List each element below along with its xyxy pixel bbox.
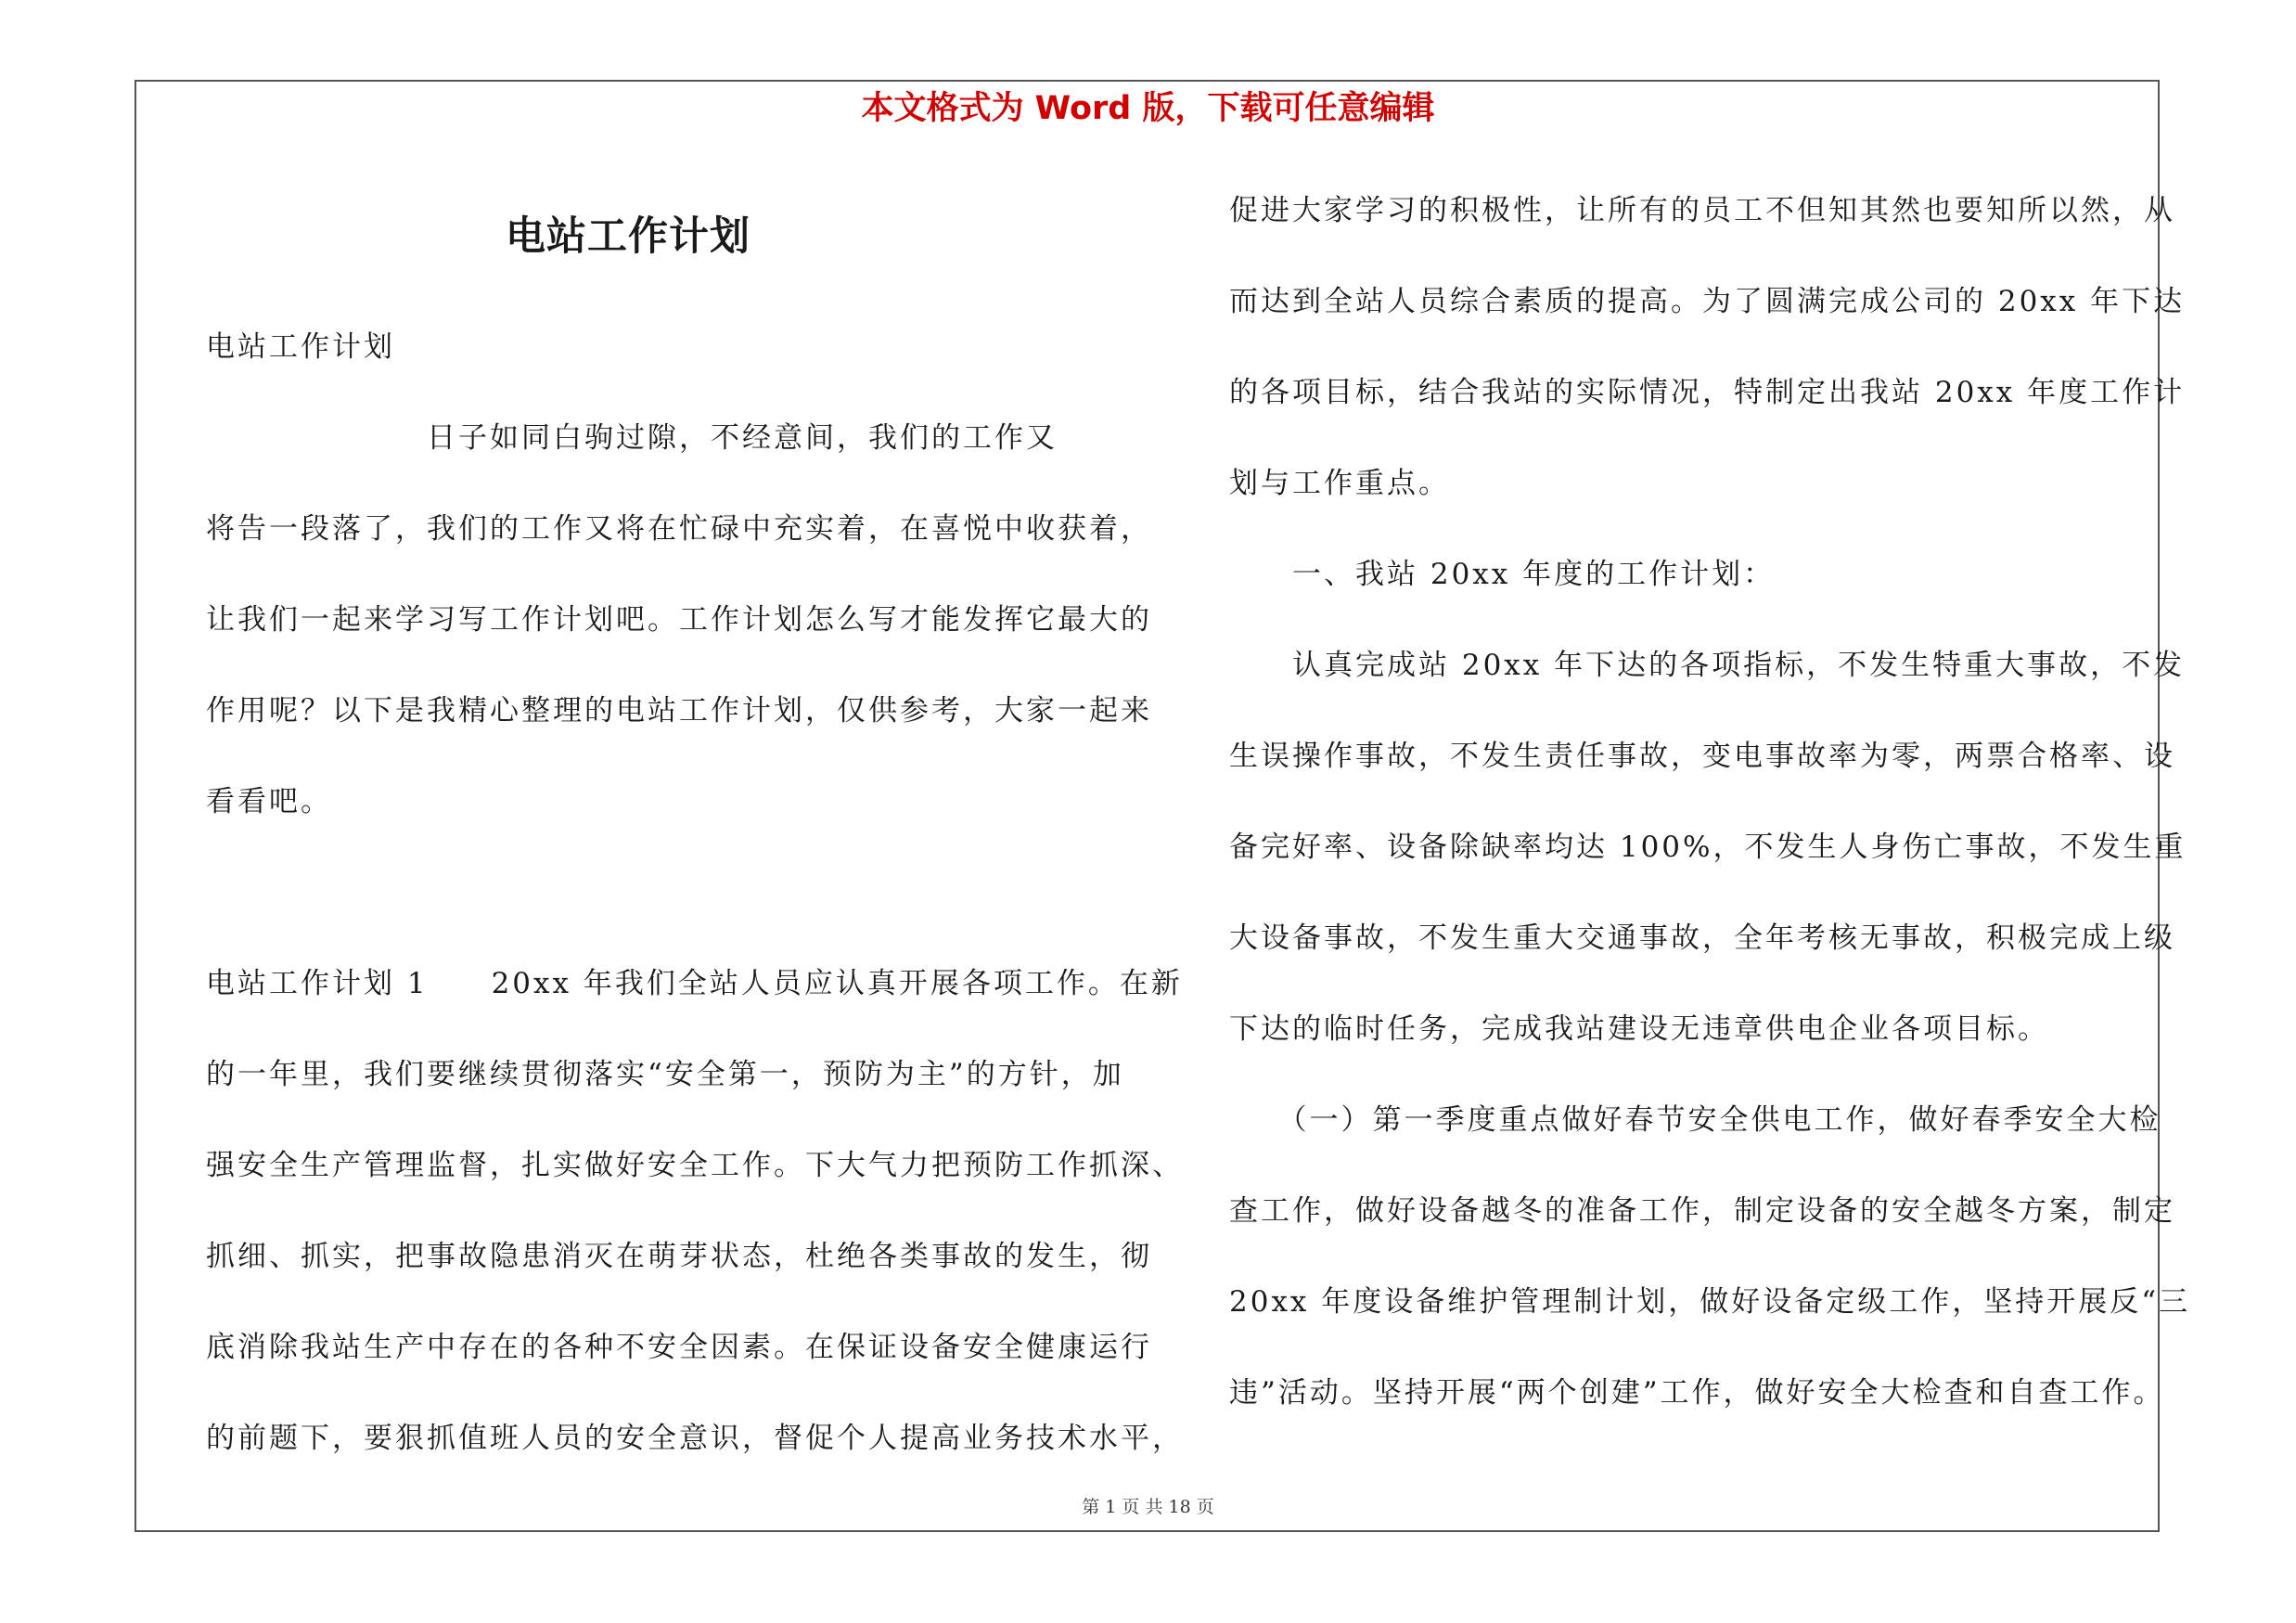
right-column — [1229, 165, 2191, 1438]
body-line: 违”活动。坚持开展“两个创建”工作，做好安全大检查和自查工作。 — [1229, 1376, 2165, 1410]
page-number: 第 1 页 共 18 页 — [1082, 1497, 1214, 1517]
section-line: 的一年里，我们要继续贯彻落实“安全第一，预防为主”的方针，加 — [206, 1058, 1124, 1091]
intro-line: 看看吧。 — [206, 785, 332, 818]
body-line: 认真完成站 20xx 年下达的各项指标，不发生特重大事故，不发 — [1229, 649, 2186, 682]
body-line: 生误操作事故，不发生责任事故，变电事故率为零，两票合格率、设 — [1229, 740, 2175, 773]
body-line: 划与工作重点。 — [1229, 467, 1450, 500]
body-line: 促进大家学习的积极性，让所有的员工不但知其然也要知所以然，从 — [1229, 194, 2175, 227]
body-line: 的各项目标，结合我站的实际情况，特制定出我站 20xx 年度工作计 — [1229, 376, 2186, 409]
section-line: 电站工作计划 1 20xx 年我们全站人员应认真开展各项工作。在新 — [206, 967, 1183, 1000]
section-line: 底消除我站生产中存在的各种不安全因素。在保证设备安全健康运行 — [206, 1331, 1152, 1364]
intro-line: 将告一段落了，我们的工作又将在忙碌中充实着，在喜悦中收获着， — [206, 512, 1152, 546]
heading-line: 一、我站 20xx 年度的工作计划： — [1229, 558, 1776, 591]
intro-line: 让我们一起来学习写工作计划吧。工作计划怎么写才能发挥它最大的 — [206, 603, 1152, 637]
body-line: 备完好率、设备除缺率均达 100%，不发生人身伤亡事故，不发生重 — [1229, 831, 2187, 864]
section-line: 强安全生产管理监督，扎实做好安全工作。下大气力把预防工作抓深、 — [206, 1149, 1184, 1182]
intro-line: 日子如同白驹过隙，不经意间，我们的工作又 — [206, 421, 1058, 455]
body-line: 下达的临时任务，完成我站建设无违章供电企业各项目标。 — [1229, 1012, 2049, 1046]
document-title: 电站工作计划 — [506, 213, 750, 260]
left-column — [206, 302, 1184, 1484]
body-line: 而达到全站人员综合素质的提高。为了圆满完成公司的 20xx 年下达 — [1229, 285, 2186, 318]
paragraph-gap — [206, 847, 1134, 938]
intro-line: 作用呢？以下是我精心整理的电站工作计划，仅供参考，大家一起来 — [206, 694, 1152, 728]
body-line: 大设备事故，不发生重大交通事故，全年考核无事故，积极完成上级 — [1229, 921, 2175, 955]
format-banner: 本文格式为 Word 版，下载可任意编辑 — [861, 90, 1435, 127]
section-line: 的前题下，要狠抓值班人员的安全意识，督促个人提高业务技术水平， — [206, 1422, 1184, 1455]
body-line: （一）第一季度重点做好春节安全供电工作，做好春季安全大检 — [1229, 1103, 2161, 1137]
body-line: 查工作，做好设备越冬的准备工作，制定设备的安全越冬方案，制定 — [1229, 1194, 2175, 1228]
body-line: 20xx 年度设备维护管理制计划，做好设备定级工作，坚持开展反“三 — [1229, 1285, 2191, 1319]
section-line: 抓细、抓实，把事故隐患消灭在萌芽状态，杜绝各类事故的发生，彻 — [206, 1240, 1152, 1273]
subtitle: 电站工作计划 — [206, 330, 395, 364]
